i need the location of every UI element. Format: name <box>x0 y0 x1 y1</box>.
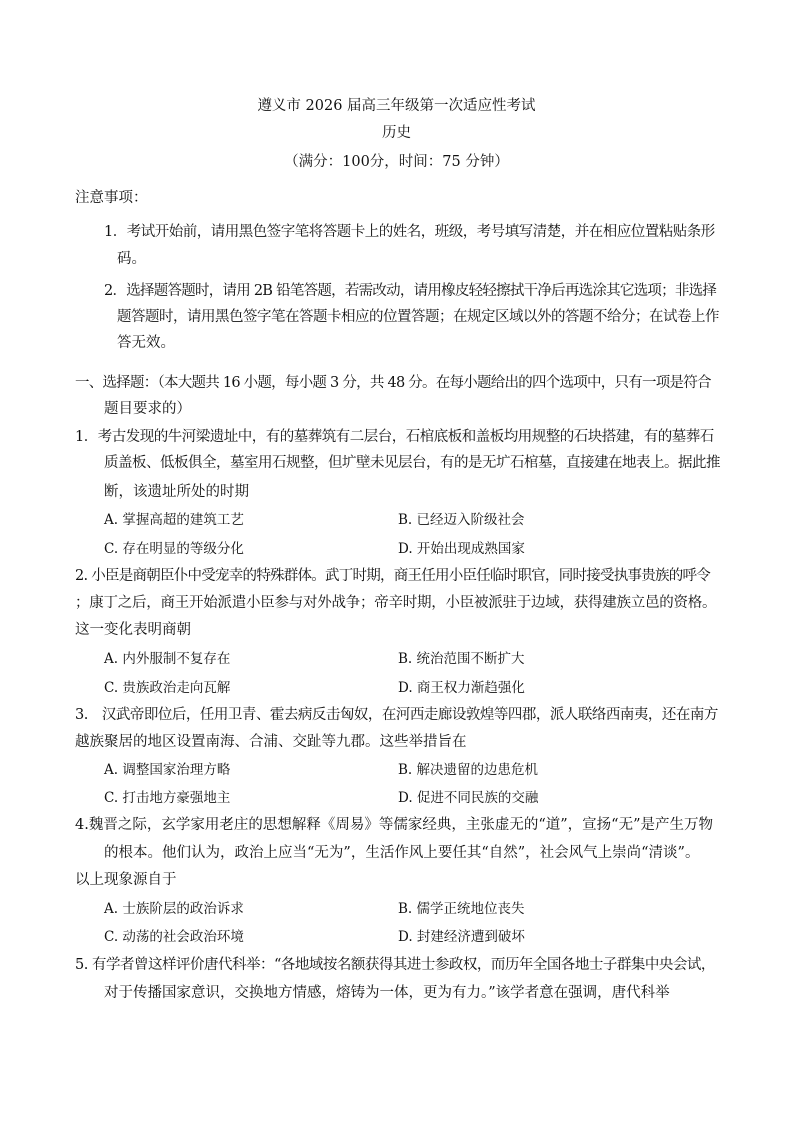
exam-title: 遵义市 2026 届高三年级第一次适应性考试 <box>257 98 536 114</box>
notice-item-1-line-1: 1．考试开始前，请用黑色签字笔将答题卡上的姓名，班级，考号填写清楚，并在相应位置粘贴条形 <box>104 224 715 240</box>
question-4-option-a: A. 士族阶层的政治诉求 <box>104 901 244 917</box>
question-1-option-c: C. 存在明显的等级分化 <box>104 541 244 557</box>
question-1-line-3: 断，该遗址所处的时期 <box>104 484 249 500</box>
question-5-line-2: 对于传播国家意识，交换地方情感，熔铸为一体，更为有力。”该学者意在强调，唐代科举 <box>104 985 670 1001</box>
question-3-option-c: C. 打击地方豪强地主 <box>104 790 231 806</box>
question-3-option-a: A. 调整国家治理方略 <box>104 762 231 778</box>
question-2-option-d: D. 商王权力渐趋强化 <box>398 680 525 696</box>
question-4-line-2: 的根本。他们认为，政治上应当“无为”，生活作风上要任其“自然”，社会风气上崇尚“清谈”。 <box>104 845 700 861</box>
notice-item-1-line-2: 码。 <box>117 251 146 267</box>
question-1-option-a: A. 掌握高超的建筑工艺 <box>104 512 244 528</box>
exam-info: （满分：100分，时间：75 分钟） <box>284 154 509 170</box>
section-1-instructions-line-2: 题目要求的） <box>104 401 191 417</box>
exam-subject: 历史 <box>382 125 411 141</box>
notice-heading: 注意事项： <box>75 190 148 206</box>
question-4-line-3: 以上现象源自于 <box>75 872 177 888</box>
question-3-option-d: D. 促进不同民族的交融 <box>398 790 539 806</box>
notice-item-2-line-2: 题答题时，请用黑色签字笔在答题卡相应的位置答题；在规定区域以外的答题不给分；在试卷上作 <box>117 309 719 325</box>
question-2-line-1: 2. 小臣是商朝臣仆中受宠幸的特殊群体。武丁时期，商王任用小臣任临时职官，同时接受执事贵族的呼令 <box>75 568 710 584</box>
question-2-line-3: 这一变化表明商朝 <box>75 622 191 638</box>
question-4-line-1: 4.魏晋之际，玄学家用老庄的思想解释《周易》等儒家经典，主张虚无的“道”，宣扬“无”是产生万物 <box>75 817 713 833</box>
question-3-option-b: B. 解决遗留的边患危机 <box>398 762 539 778</box>
question-4-option-b: B. 儒学正统地位丧失 <box>398 901 525 917</box>
question-1-option-b: B. 已经迈入阶级社会 <box>398 512 525 528</box>
question-4-option-d: D. 封建经济遭到破坏 <box>398 929 525 945</box>
question-3-line-2: 越族聚居的地区设置南海、合浦、交趾等九郡。这些举措旨在 <box>75 734 467 750</box>
question-3-line-1: 3. 汉武帝即位后，任用卫青、霍去病反击匈奴，在河西走廊设敦煌等四郡，派人联络西南夷，还在南方 <box>75 707 718 723</box>
notice-item-2-line-3: 答无效。 <box>117 335 175 351</box>
question-5-line-1: 5. 有学者曾这样评价唐代科举：“各地域按名额获得其进士参政权，而历年全国各地士子群集中央会试， <box>75 957 715 973</box>
question-1-option-d: D. 开始出现成熟国家 <box>398 541 525 557</box>
section-1-instructions-line-1: 一、选择题：（本大题共 16 小题，每小题 3 分，共 48 分。在每小题给出的四个选项中，只有一项是符合 <box>75 375 711 391</box>
question-4-option-c: C. 动荡的社会政治环境 <box>104 929 244 945</box>
question-2-line-2: ；康丁之后，商王开始派遣小臣参与对外战争；帝辛时期，小臣被派驻于边域，获得建族立邑的资格。 <box>75 595 717 611</box>
question-1-line-2: 质盖板、低板俱全，墓室用石规整，但圹壁未见层台，有的是无圹石棺墓，直接建在地表上。据此推 <box>104 455 720 471</box>
notice-item-2-line-1: 2．选择题答题时，请用 2B 铅笔答题，若需改动，请用橡皮轻轻擦拭干净后再选涂其它选项；非选择 <box>104 283 717 299</box>
question-2-option-a: A. 内外服制不复存在 <box>104 651 231 667</box>
question-2-option-b: B. 统治范围不断扩大 <box>398 651 525 667</box>
question-2-option-c: C. 贵族政治走向瓦解 <box>104 680 231 696</box>
question-1-line-1: 1．考古发现的牛河梁遗址中，有的墓葬筑有二层台，石棺底板和盖板均用规整的石块搭建，有的墓葬石 <box>75 429 714 445</box>
